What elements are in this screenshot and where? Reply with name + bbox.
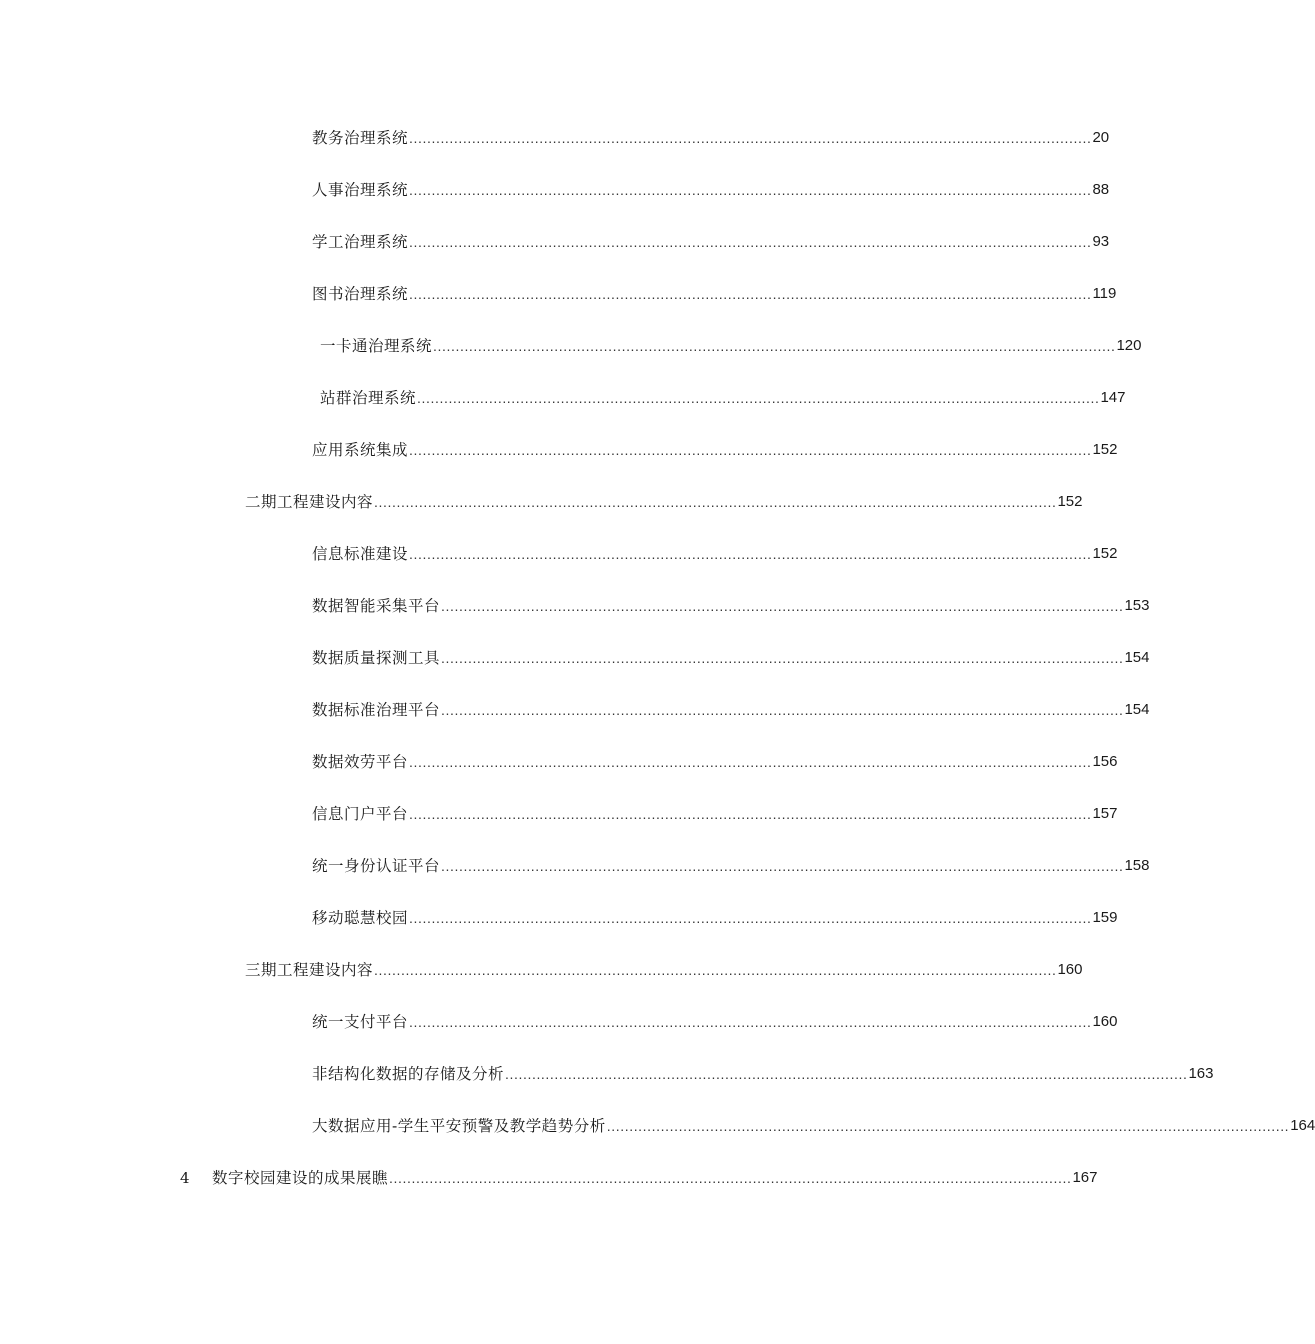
- toc-entry-title: 学工治理系统: [312, 233, 409, 251]
- dot-leader: ........................................................................................................................................................: [374, 494, 1057, 510]
- toc-entry[interactable]: [320, 332, 1142, 356]
- toc-entry[interactable]: [312, 1112, 1315, 1136]
- dot-leader: ........................................................................................................................................................: [606, 1118, 1290, 1134]
- toc-entry[interactable]: [312, 280, 1117, 304]
- toc-entry-page: 120: [1116, 337, 1142, 354]
- toc-entry[interactable]: [312, 644, 1150, 668]
- dot-leader: ........................................................................................................................................................: [374, 962, 1057, 978]
- dot-leader: ........................................................................................................................................................: [409, 1014, 1092, 1030]
- toc-entry-title: 信息标准建设: [312, 545, 409, 563]
- toc-entry-page: 158: [1124, 857, 1150, 874]
- toc-entry-page: 152: [1057, 493, 1083, 510]
- toc-entry-page: 88: [1092, 181, 1110, 198]
- dot-leader: ........................................................................................................................................................: [409, 546, 1092, 562]
- dot-leader: ........................................................................................................................................................: [505, 1066, 1188, 1082]
- toc-entry-page: 157: [1092, 805, 1118, 822]
- toc-entry-title: 大数据应用-学生平安预警及教学趋势分析: [312, 1117, 606, 1135]
- toc-entry-title: 信息门户平台: [312, 805, 409, 823]
- toc-entry-title: 统一身份认证平台: [312, 857, 441, 875]
- toc-entry-title: 数据效劳平台: [312, 753, 409, 771]
- toc-entry[interactable]: [312, 540, 1118, 564]
- toc-entry-page: 147: [1100, 389, 1126, 406]
- toc-entry-title: 一卡通治理系统: [320, 337, 433, 355]
- toc-entry[interactable]: [312, 696, 1150, 720]
- toc-entry-title: 图书治理系统: [312, 285, 409, 303]
- toc-entry[interactable]: [312, 592, 1150, 616]
- toc-entry-page: 160: [1057, 961, 1083, 978]
- toc-entry-title: 三期工程建设内容: [245, 961, 374, 979]
- toc-entry-title: 应用系统集成: [312, 441, 409, 459]
- dot-leader: ........................................................................................................................................................: [409, 442, 1092, 458]
- dot-leader: ........................................................................................................................................................: [417, 390, 1100, 406]
- toc-entry-page: 163: [1188, 1065, 1214, 1082]
- toc-entry-page: 20: [1092, 129, 1110, 146]
- toc-entry-title: 数据智能采集平台: [312, 597, 441, 615]
- toc-entry-title: 站群治理系统: [320, 389, 417, 407]
- toc-entry-title: 非结构化数据的存储及分析: [312, 1065, 505, 1083]
- toc-entry-title: 二期工程建设内容: [245, 493, 374, 511]
- toc-entry-page: 154: [1124, 649, 1150, 666]
- toc-entry[interactable]: [245, 488, 1083, 512]
- toc-entry-page: 152: [1092, 545, 1118, 562]
- dot-leader: ........................................................................................................................................................: [389, 1170, 1072, 1186]
- toc-entry-title: 人事治理系统: [312, 181, 409, 199]
- toc-entry-number: 4: [180, 1169, 190, 1187]
- toc-entry-page: 159: [1092, 909, 1118, 926]
- dot-leader: ........................................................................................................................................................: [409, 182, 1092, 198]
- toc-entry-page: 119: [1092, 285, 1117, 302]
- toc-entry[interactable]: [312, 228, 1110, 252]
- dot-leader: ........................................................................................................................................................: [409, 130, 1092, 146]
- dot-leader: ........................................................................................................................................................: [441, 650, 1124, 666]
- toc-entry-title: 移动聪慧校园: [312, 909, 409, 927]
- toc-entry[interactable]: [312, 800, 1118, 824]
- toc-entry-page: 164: [1290, 1117, 1315, 1134]
- toc-entry-title: 统一支付平台: [312, 1013, 409, 1031]
- toc-entry[interactable]: [312, 852, 1150, 876]
- dot-leader: ........................................................................................................................................................: [441, 858, 1124, 874]
- toc-entry-page: 154: [1124, 701, 1150, 718]
- dot-leader: ........................................................................................................................................................: [409, 286, 1092, 302]
- toc-entry[interactable]: [320, 384, 1126, 408]
- dot-leader: ........................................................................................................................................................: [441, 702, 1124, 718]
- toc-entry-page: 160: [1092, 1013, 1118, 1030]
- toc-entry-page: 167: [1072, 1169, 1098, 1186]
- toc-entry[interactable]: [180, 1164, 1098, 1188]
- toc-entry-title: 数据质量探测工具: [312, 649, 441, 667]
- dot-leader: ........................................................................................................................................................: [433, 338, 1116, 354]
- toc-entry-page: 156: [1092, 753, 1118, 770]
- toc-entry[interactable]: [312, 1060, 1214, 1084]
- dot-leader: ........................................................................................................................................................: [409, 754, 1092, 770]
- dot-leader: ........................................................................................................................................................: [409, 234, 1092, 250]
- dot-leader: ........................................................................................................................................................: [441, 598, 1124, 614]
- toc-entry[interactable]: [312, 124, 1110, 148]
- toc-entry[interactable]: [312, 1008, 1118, 1032]
- toc-entry-page: 93: [1092, 233, 1110, 250]
- toc-entry[interactable]: [312, 748, 1118, 772]
- toc-entry-title: 数字校园建设的成果展瞧: [212, 1169, 389, 1187]
- toc-entry-title: 教务治理系统: [312, 129, 409, 147]
- dot-leader: ........................................................................................................................................................: [409, 806, 1092, 822]
- toc-entry[interactable]: [312, 436, 1118, 460]
- toc-entry-page: 152: [1092, 441, 1118, 458]
- toc-entry[interactable]: [245, 956, 1083, 980]
- toc-entry-title: 数据标准治理平台: [312, 701, 441, 719]
- toc-entry-page: 153: [1124, 597, 1150, 614]
- toc-entry[interactable]: [312, 904, 1118, 928]
- dot-leader: ........................................................................................................................................................: [409, 910, 1092, 926]
- toc-entry[interactable]: [312, 176, 1110, 200]
